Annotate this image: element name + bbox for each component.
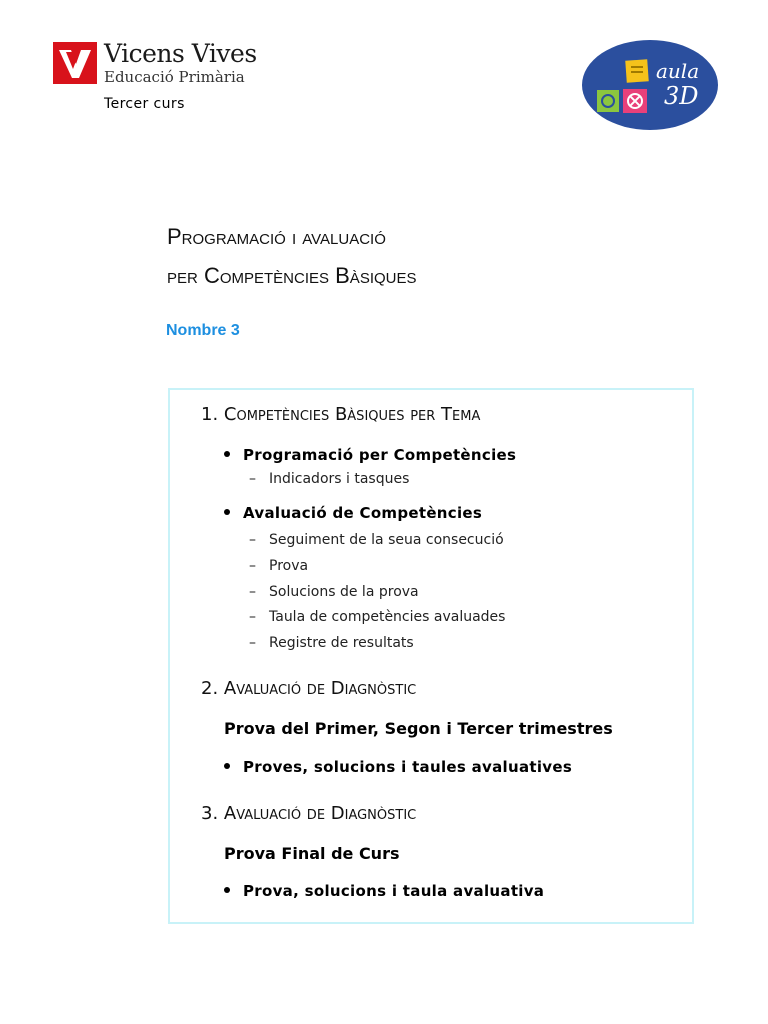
aula-logo-text-top: aula [656, 59, 700, 83]
bullet-dot-icon [224, 887, 230, 893]
number-label: Nombre 3 [166, 322, 240, 339]
aula-logo-text-bottom: 3D [664, 82, 699, 110]
contents-box [168, 388, 694, 924]
section-1-title: 1. Competències Bàsiques per Tema [201, 404, 481, 425]
vicens-vives-logo-mark-icon [53, 42, 97, 84]
section-2-bullet: Proves, solucions i taules avaluatives [224, 758, 572, 776]
section-1-bullet-avaluacio: Avaluació de Competències [224, 504, 482, 522]
bullet-dot-icon [224, 509, 230, 515]
section-3-subtitle: Prova Final de Curs [224, 844, 400, 863]
course-label: Tercer curs [104, 96, 185, 112]
publisher-text [104, 40, 257, 86]
section-3-title: 3. Avaluació de Diagnòstic [201, 803, 417, 824]
bullet-dot-icon [224, 763, 230, 769]
section-1-item: – Seguiment de la seua consecució [249, 532, 504, 548]
section-1-item: – Registre de resultats [249, 635, 414, 651]
aula-3d-logo-icon [580, 38, 720, 132]
publisher-logo [53, 40, 263, 88]
bullet-dot-icon [224, 451, 230, 457]
section-2-subtitle: Prova del Primer, Segon i Tercer trimestres [224, 719, 613, 738]
title-line-2: per Competències Bàsiques [167, 263, 417, 288]
section-3-bullet: Prova, solucions i taula avaluativa [224, 882, 544, 900]
section-1-item: – Taula de competències avaluades [249, 609, 506, 625]
section-2-title: 2. Avaluació de Diagnòstic [201, 678, 417, 699]
section-1-item: – Prova [249, 558, 309, 574]
section-1-item: – Solucions de la prova [249, 584, 419, 600]
page-title [167, 218, 417, 296]
section-1-item: – Indicadors i tasques [249, 471, 410, 487]
section-1-bullet-programacio: Programació per Competències [224, 446, 516, 464]
publisher-subtitle: Educació Primària [104, 68, 245, 86]
title-line-1: Programació i avaluació [167, 224, 386, 249]
publisher-name: Vicens Vives [104, 39, 257, 68]
